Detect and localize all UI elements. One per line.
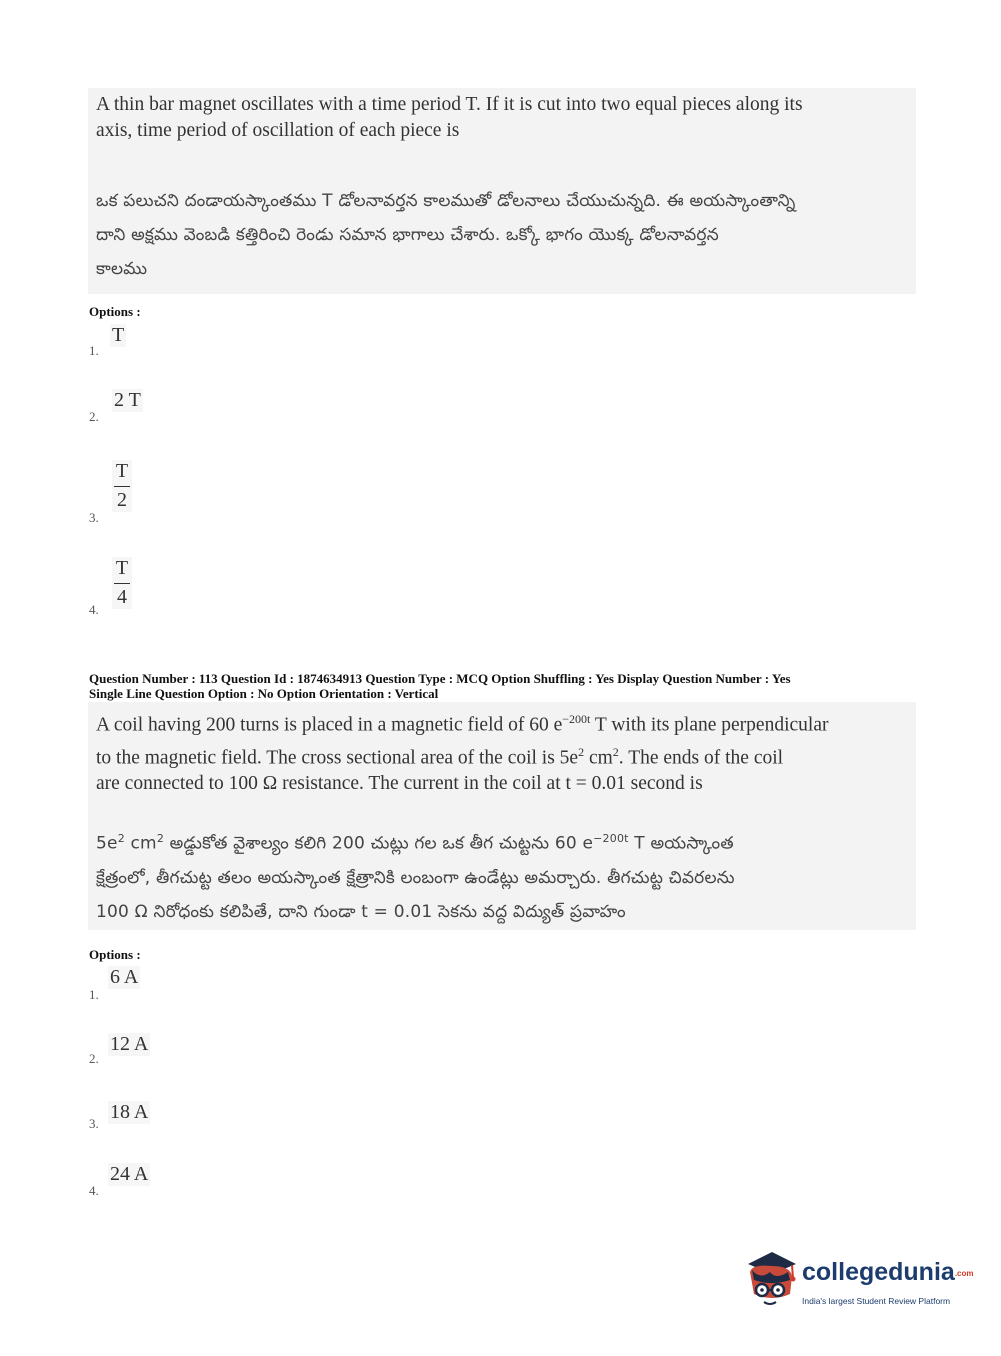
option-value[interactable]: 2 T: [114, 389, 141, 411]
option-number: 3.: [89, 1116, 99, 1131]
question-113-en-line-1: A coil having 200 turns is placed in a magnetic field of 60 $e^{-200t}$ T with its plane perpendicular: [96, 712, 829, 736]
collegedunia-logo[interactable]: [742, 1250, 972, 1312]
question-113-meta: [89, 671, 919, 701]
option-number: 2.: [89, 409, 99, 424]
option-number: 3.: [89, 510, 99, 525]
fraction-t-over-4[interactable]: [112, 557, 132, 609]
mascot-icon: [742, 1250, 798, 1312]
option-value[interactable]: 18 A: [110, 1101, 149, 1123]
question-113-te-line-3: 100 Ω నిరోధంకు కలిపితే, దాని గుండా t = 0.01 సెకను వద్ద విద్యుత్ ప్రవాహం: [96, 901, 626, 922]
option-value[interactable]: T: [112, 324, 125, 346]
question-113-te-line-1: $5e^2$ $cm^2$ అడ్డుకోత వైశాల్యం కలిగి 200 చుట్లు గల ఒక తీగ చుట్టను 60 $e^{-200t}$ T అయస్కాంత: [96, 832, 734, 854]
fraction-t-over-2[interactable]: [112, 460, 132, 512]
fraction-numerator: T: [115, 557, 129, 579]
question-112-te-line-1: ఒక పలుచని దండాయస్కాంతము T డోలనావర్తన కాలముతో డోలనాలు చేయుచున్నది. ఈ అయస్కాంతాన్ని: [96, 191, 796, 211]
question-113-te-line-2: క్షేత్రంలో, తీగచుట్ట తలం అయస్కాంత క్షేత్రానికి లంబంగా ఉండేట్లు అమర్చారు. తీగచుట్ట చివరలను: [96, 867, 735, 888]
question-113-block: [88, 702, 916, 930]
meta-line-1: Question Number : 113 Question Id : 1874634913 Question Type : MCQ Option Shuffling : Yes Display Question Number : Yes: [89, 671, 791, 686]
fraction-denominator: 2: [117, 489, 127, 511]
option-number: 4.: [89, 1183, 99, 1198]
question-112-te-line-2: దాని అక్షము వెంబడి కత్తిరించి రెండు సమాన భాగాలు చేశారు. ఒక్కో భాగం యొక్క డోలనావర్తన: [96, 225, 719, 245]
option-number: 4.: [89, 602, 99, 617]
question-113-en-line-3: are connected to 100 Ω resistance. The current in the coil at t = 0.01 second is: [96, 773, 703, 794]
fraction-denominator: 4: [117, 586, 127, 608]
question-112-te-line-3: కాలము: [96, 259, 148, 279]
options-label-112: Options :: [89, 304, 141, 319]
question-113-en-line-2: to the magnetic field. The cross sectional area of the coil is $5e^2$ $cm^2$. The ends of the coil: [96, 744, 784, 768]
option-number: 1.: [89, 987, 99, 1002]
question-112-en-line-1: A thin bar magnet oscillates with a time period T. If it is cut into two equal pieces along its: [96, 94, 803, 115]
option-number: 1.: [89, 343, 99, 358]
fraction-numerator: T: [115, 460, 129, 482]
fraction-bar: [114, 486, 130, 487]
option-value[interactable]: 24 A: [110, 1163, 149, 1185]
option-number: 2.: [89, 1051, 99, 1066]
options-label-113: Options :: [89, 947, 141, 962]
logo-tagline: India's largest Student Review Platform: [802, 1296, 951, 1306]
option-value[interactable]: 6 A: [110, 966, 139, 988]
meta-line-2: Single Line Question Option : No Option Orientation : Vertical: [89, 686, 439, 701]
question-112-en-line-2: axis, time period of oscillation of each piece is: [96, 120, 460, 141]
option-value[interactable]: 12 A: [110, 1033, 149, 1055]
question-112-block: [88, 88, 916, 294]
fraction-bar: [114, 583, 130, 584]
logo-wordmark: collegedunia.com: [802, 1258, 974, 1286]
